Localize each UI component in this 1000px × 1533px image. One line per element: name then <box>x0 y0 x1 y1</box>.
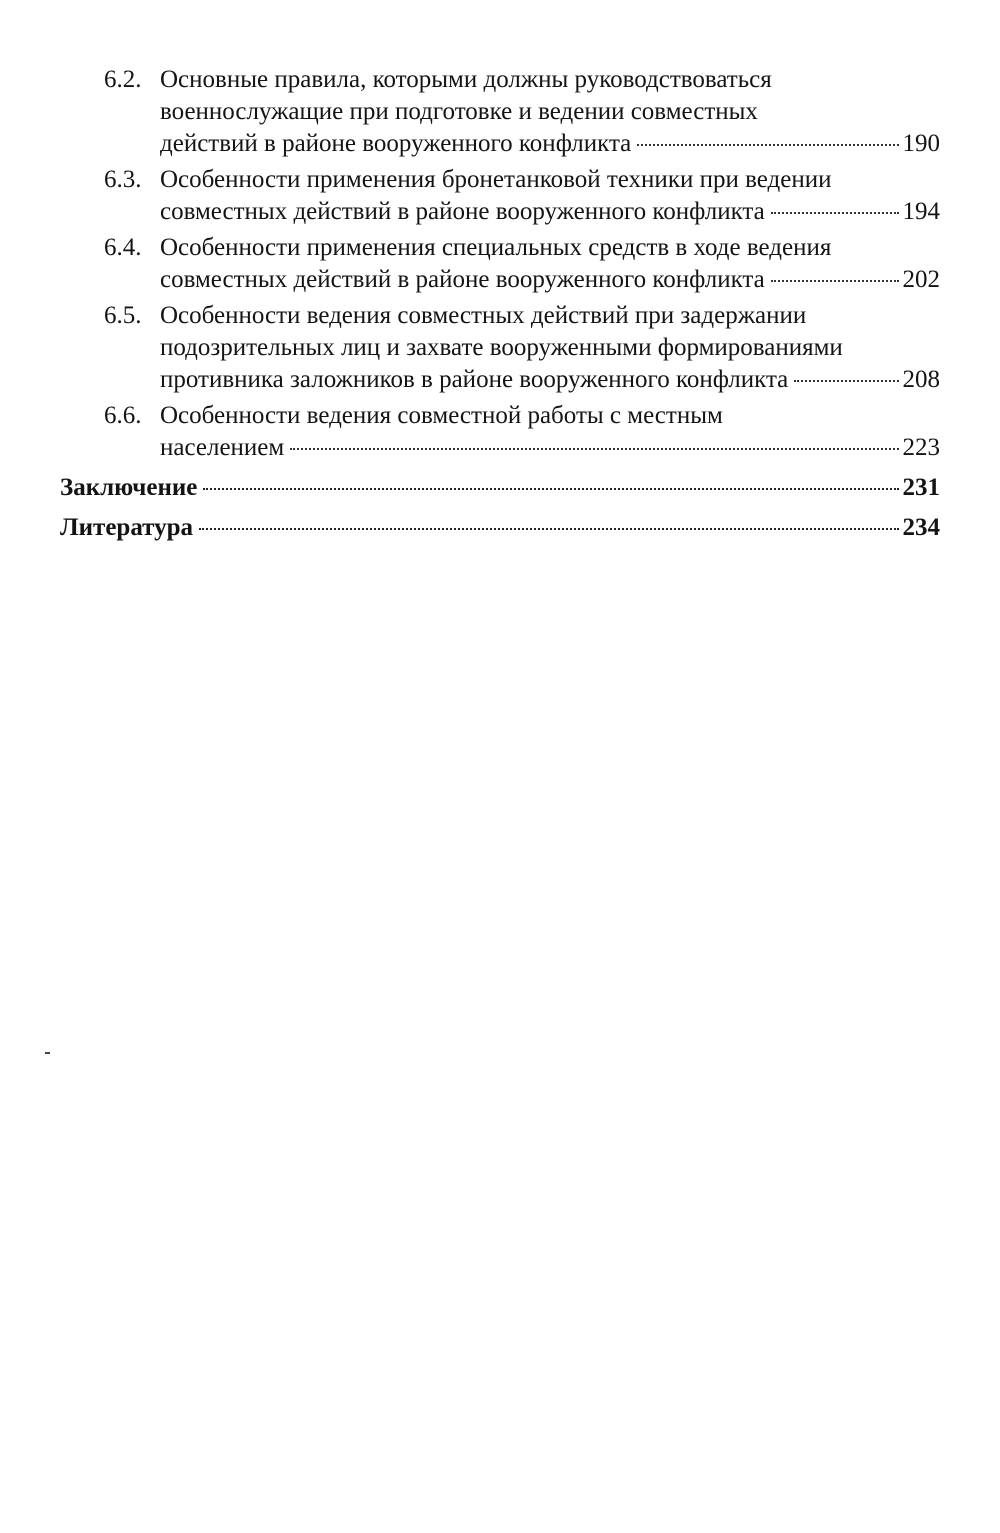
entry-title-line: действий в районе вооруженного конфликта <box>160 130 632 157</box>
dot-leader <box>794 380 898 382</box>
page-number: 190 <box>902 130 940 157</box>
entry-title-line: Литература <box>60 514 194 541</box>
entry-last-line <box>160 128 940 160</box>
toc-entry-6-2[interactable] <box>60 64 940 160</box>
section-number: 6.5. <box>104 302 142 329</box>
section-number: 6.2. <box>104 66 142 93</box>
table-of-contents <box>60 64 940 550</box>
entry-title-line: Особенности применения бронетанковой техники при ведении <box>160 166 832 193</box>
entry-title-line: совместных действий в районе вооруженного конфликта <box>160 266 765 293</box>
entry-title-line: Особенности ведения совместной работы с местным <box>160 402 723 429</box>
page-number: 223 <box>902 434 940 461</box>
section-number: 6.6. <box>104 402 142 429</box>
entry-title-line: подозрительных лиц и захвате вооруженными формированиями <box>160 334 843 361</box>
entry-title-line: Особенности применения специальных средств в ходе ведения <box>160 234 832 261</box>
dot-leader <box>203 488 898 490</box>
toc-entry-6-4[interactable] <box>60 232 940 296</box>
toc-entry-6-3[interactable] <box>60 164 940 228</box>
page-number: 202 <box>902 266 940 293</box>
dot-leader <box>199 528 898 530</box>
entry-last-line <box>160 364 940 396</box>
dot-leader <box>637 144 898 146</box>
entry-title-line: Основные правила, которыми должны руководствоваться <box>160 66 772 93</box>
dot-leader <box>771 280 899 282</box>
page-number: 231 <box>902 474 940 501</box>
dot-leader <box>771 212 899 214</box>
entry-last-line <box>60 512 940 544</box>
section-number: 6.4. <box>104 234 142 261</box>
page-number: 234 <box>902 514 940 541</box>
entry-title-line: Особенности ведения совместных действий при задержании <box>160 302 807 329</box>
entry-last-line <box>160 432 940 464</box>
toc-entry-6-6[interactable] <box>60 400 940 464</box>
section-number: 6.3. <box>104 166 142 193</box>
entry-last-line <box>60 472 940 504</box>
entry-title-line: совместных действий в районе вооруженного конфликта <box>160 198 765 225</box>
entry-last-line <box>160 196 940 228</box>
entry-title-line: военнослужащие при подготовке и ведении совместных <box>160 98 758 125</box>
page-number: 208 <box>902 366 940 393</box>
entry-title-line: Заключение <box>60 474 198 501</box>
toc-entry-6-5[interactable] <box>60 300 940 396</box>
entry-last-line <box>160 264 940 296</box>
toc-entry-conclusion[interactable] <box>60 472 940 504</box>
scan-speck <box>45 1052 50 1054</box>
page-number: 194 <box>902 198 940 225</box>
entry-title-line: противника заложников в районе вооруженного конфликта <box>160 366 789 393</box>
toc-entry-literature[interactable] <box>60 512 940 544</box>
dot-leader <box>290 448 898 450</box>
entry-title-line: населением <box>160 434 285 461</box>
